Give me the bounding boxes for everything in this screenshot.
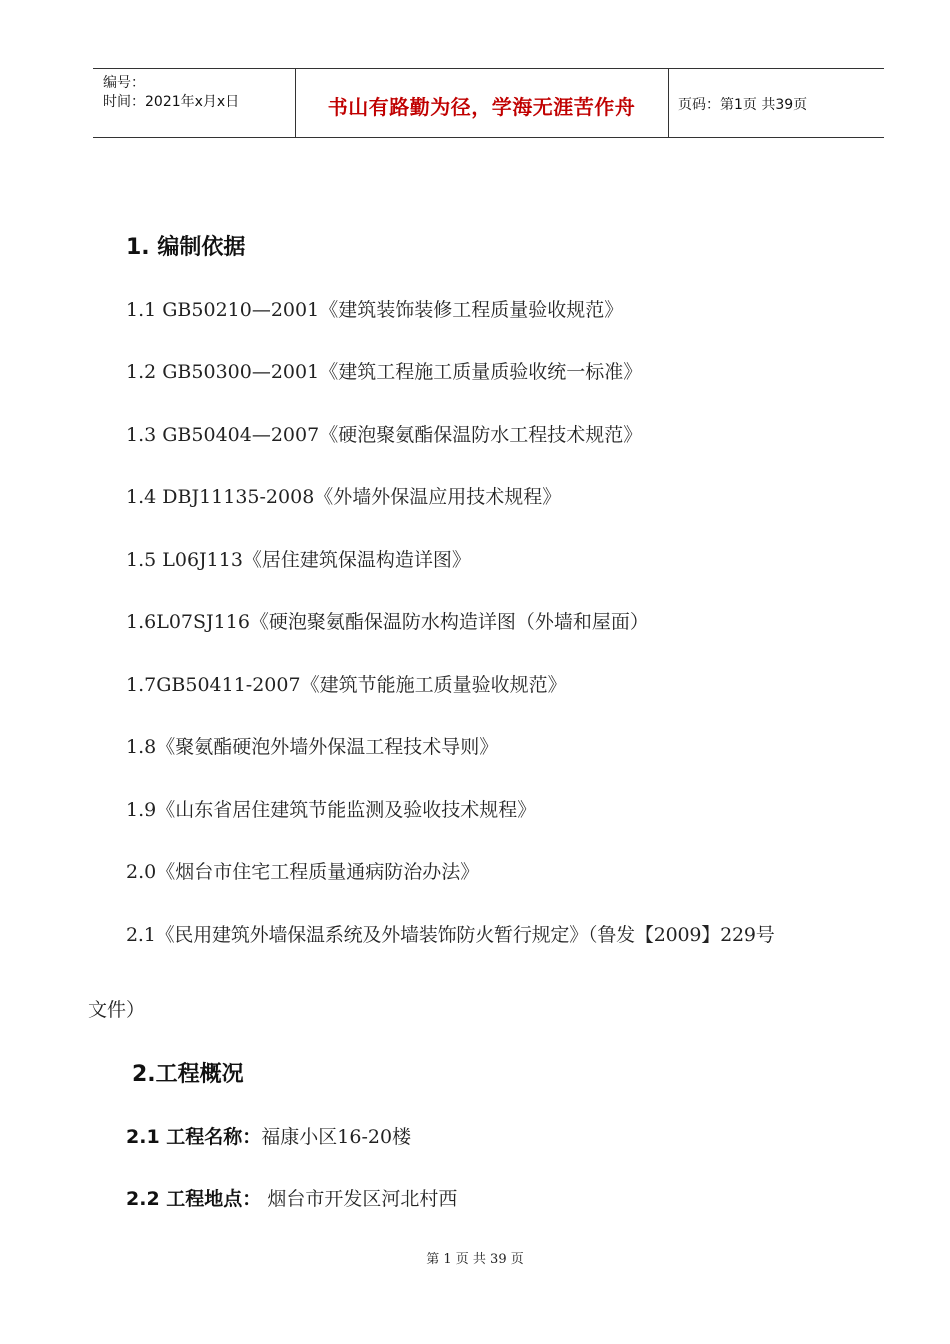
header-page-cell xyxy=(668,69,884,137)
field-label: 2.2 工程地点： xyxy=(126,1188,262,1210)
basis-item: 1.6L07SJ116《硬泡聚氨酯保温防水构造详图（外墙和屋面） xyxy=(126,611,649,633)
time-line: 时间：2021年x月x日 xyxy=(103,94,240,110)
basis-item: 2.1《民用建筑外墙保温系统及外墙装饰防火暂行规定》（鲁发【2009】229号 xyxy=(126,924,775,946)
header-meta-cell xyxy=(93,69,296,137)
header-motto-cell xyxy=(295,69,669,137)
field-label: 2.1 工程名称： xyxy=(126,1126,262,1148)
section1-title: 1. 编制依据 xyxy=(126,235,246,260)
serial-label: 编号： xyxy=(103,75,145,91)
basis-item: 1.8《聚氨酯硬泡外墙外保温工程技术导则》 xyxy=(126,736,499,758)
project-name-field xyxy=(126,1122,411,1149)
motto: 书山有路勤为径，学海无涯苦作舟 xyxy=(327,95,636,119)
basis-item: 1.3 GB50404—2007《硬泡聚氨酯保温防水工程技术规范》 xyxy=(126,424,643,446)
project-location-field xyxy=(126,1184,457,1211)
basis-item: 1.5 L06J113《居住建筑保温构造详图》 xyxy=(126,549,471,571)
basis-item: 1.7GB50411-2007《建筑节能施工质量验收规范》 xyxy=(126,674,567,696)
basis-item: 1.1 GB50210—2001《建筑装饰装修工程质量验收规范》 xyxy=(126,299,624,321)
basis-item: 2.0《烟台市住宅工程质量通病防治办法》 xyxy=(126,861,480,883)
basis-item: 1.2 GB50300—2001《建筑工程施工质量质验收统一标准》 xyxy=(126,361,643,383)
page-footer: 第 1 页 共 39 页 xyxy=(426,1252,524,1267)
field-value: 烟台市开发区河北村西 xyxy=(261,1188,458,1210)
basis-item: 1.9《山东省居住建筑节能监测及验收技术规程》 xyxy=(126,799,537,821)
page-header xyxy=(93,68,884,138)
section2-title: 2.工程概况 xyxy=(132,1062,244,1087)
basis-item: 1.4 DBJ11135-2008《外墙外保温应用技术规程》 xyxy=(126,486,562,508)
basis-item-continuation: 文件） xyxy=(88,999,146,1021)
page-info: 页码：第1页 共39页 xyxy=(678,97,808,113)
field-value: 福康小区16-20楼 xyxy=(261,1126,412,1148)
